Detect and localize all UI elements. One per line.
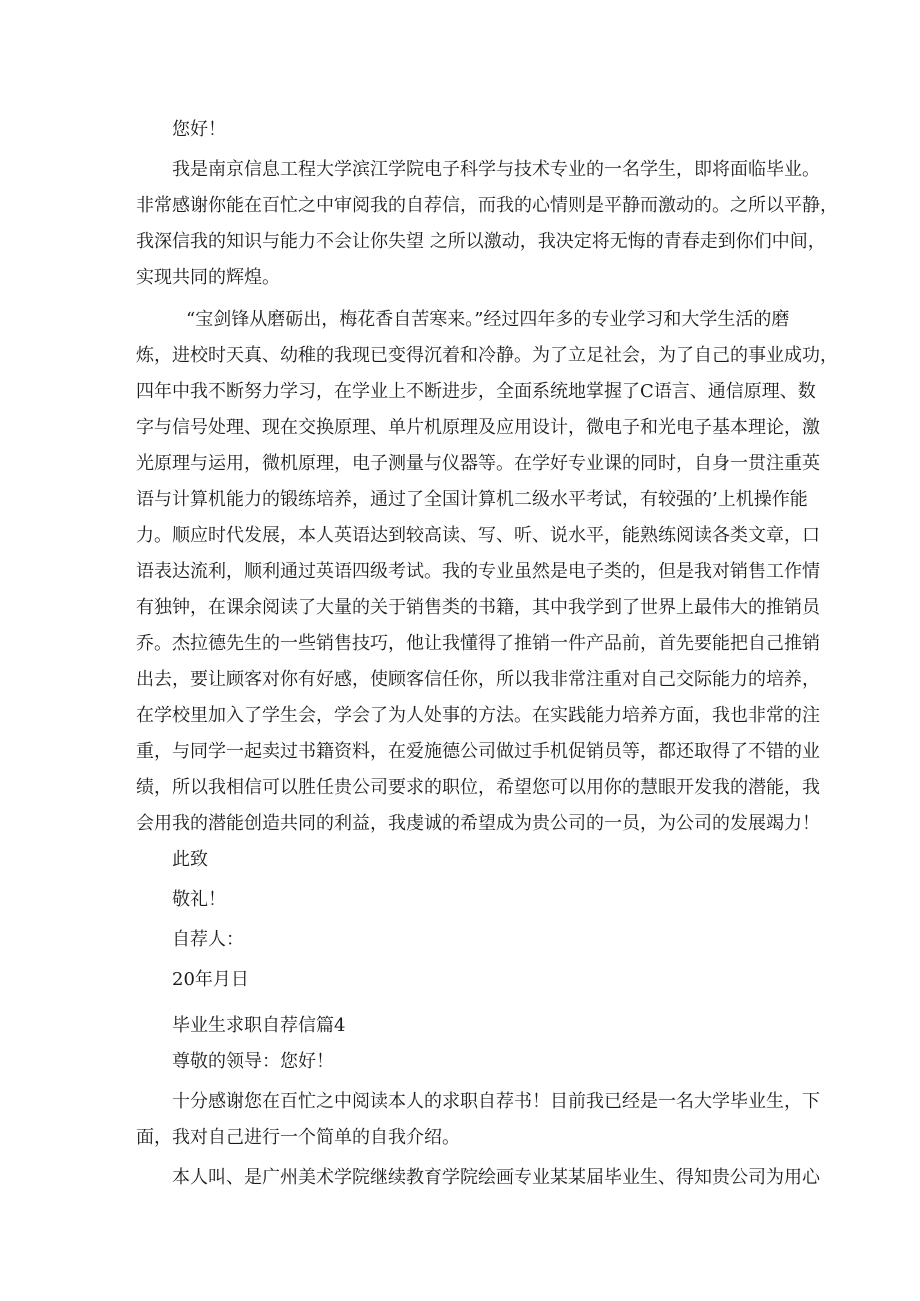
closing-text: 此致 bbox=[172, 849, 208, 870]
salute-text: 敬礼！ bbox=[172, 889, 226, 910]
text-line: 十分感谢您在百忙之中阅读本人的求职自荐书！目前我已经是一名大学毕业生，下 bbox=[172, 1091, 820, 1112]
text-line: 面，我对自己进行一个简单的自我介绍。 bbox=[136, 1127, 460, 1148]
text-line: 炼，进校时天真、幼稚的我现已变得沉着和冷静。为了立足社会，为了自己的事业成功， bbox=[136, 345, 838, 366]
text-line: 在学校里加入了学生会，学会了为人处事的方法。在实践能力培养方面，我也非常的注 bbox=[136, 705, 820, 726]
text-line: 语与计算机能力的锻练培养，通过了全国计算机二级水平考试，有较强的’上机操作能 bbox=[136, 489, 808, 510]
text-line: “宝剑锋从磨砺出，梅花香自苦寒来。”经过四年多的专业学习和大学生活的磨 bbox=[186, 309, 790, 330]
signer-label: 自荐人： bbox=[172, 929, 244, 950]
text-line: 乔。杰拉德先生的一些销售技巧，他让我懂得了推销一件产品前，首先要能把自己推销 bbox=[136, 633, 820, 654]
greeting-2: 尊敬的领导：您好！ bbox=[172, 1051, 334, 1072]
paragraph-thanks bbox=[136, 1084, 820, 1156]
paragraph-self-intro bbox=[136, 1160, 820, 1196]
text-line: 我深信我的知识与能力不会让你失望 之所以激动，我决定将无悔的青春走到你们中间， bbox=[136, 231, 826, 252]
greeting: 您好！ bbox=[172, 119, 226, 140]
text-line: 光原理与运用，微机原理，电子测量与仪器等。在学好专业课的同时，自身一贯注重英 bbox=[136, 453, 820, 474]
text-line: 四年中我不断努力学习，在学业上不断进步，全面系统地掌握了C语言、通信原理、数 bbox=[136, 381, 816, 402]
text-line: 我是南京信息工程大学滨江学院电子科学与技术专业的一名学生，即将面临毕业。 bbox=[172, 159, 820, 180]
paragraph-experience bbox=[136, 302, 838, 842]
text-line: 字与信号处理、现在交换原理、单片机原理及应用设计，微电子和光电子基本理论，激 bbox=[136, 417, 820, 438]
text-line: 本人叫、是广州美术学院继续教育学院绘画专业某某届毕业生、得知贵公司为用心 bbox=[172, 1167, 820, 1188]
text-line: 有独钟，在课余阅读了大量的关于销售类的书籍，其中我学到了世界上最伟大的推销员 bbox=[136, 597, 820, 618]
text-line: 非常感谢你能在百忙之中审阅我的自荐信，而我的心情则是平静而激动的。之所以平静， bbox=[136, 195, 838, 216]
letter-body bbox=[136, 112, 838, 1196]
text-line: 力。顺应时代发展，本人英语达到较高读、写、听、说水平，能熟练阅读各类文章，口 bbox=[136, 525, 820, 546]
text-line: 会用我的潜能创造共同的利益，我虔诚的希望成为贵公司的一员，为公司的发展竭力！ bbox=[136, 813, 820, 834]
section-title: 毕业生求职自荐信篇4 bbox=[172, 1015, 346, 1036]
paragraph-intro bbox=[136, 152, 838, 296]
date-text: 20年月日 bbox=[172, 969, 249, 990]
text-line: 出去，要让顾客对你有好感，使顾客信任你，所以我非常注重对自己交际能力的培养， bbox=[136, 669, 820, 690]
text-line: 绩，所以我相信可以胜任贵公司要求的职位，希望您可以用你的慧眼开发我的潜能，我 bbox=[136, 777, 820, 798]
text-line: 实现共同的辉煌。 bbox=[136, 267, 280, 288]
text-line: 重，与同学一起卖过书籍资料，在爱施德公司做过手机促销员等，都还取得了不错的业 bbox=[136, 741, 820, 762]
text-line: 语表达流利，顺利通过英语四级考试。我的专业虽然是电子类的，但是我对销售工作情 bbox=[136, 561, 820, 582]
